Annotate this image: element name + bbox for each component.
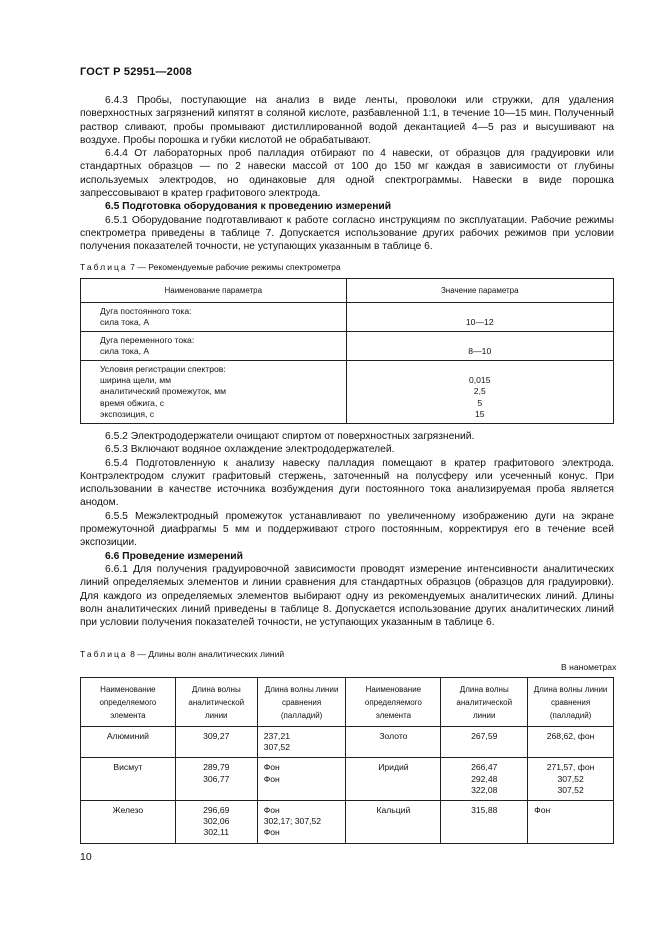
table7-cell-name: Дуга постоянного тока: сила тока, А	[81, 303, 347, 332]
table8-cell-element: Висмут	[81, 758, 176, 801]
paragraph-6-4-3: 6.4.3 Пробы, поступающие на анализ в виде ленты, проволоки или стружки, для удаления поверхностных загрязнений кипятят в соляной кислоте, разбавленной 1:1, в течение 10—15 мин. Полученный раствор сливают, пробы промывают дистиллированной водой декантацией 4—5 раз и высушивают на воздухе. Пробы порошка и губки кислотой не обрабатывают.	[80, 95, 614, 146]
table-8	[80, 677, 614, 844]
body-text-middle	[80, 430, 614, 629]
table8-cell-comparison: Фон Фон	[257, 758, 346, 801]
paragraph-6-5-4: 6.5.4 Подготовленную к анализу навеску палладия помещают в кратер графитового электрода. Контрэлектродом служит графитовый стержень, заточенный на полусферу или усеченный конус. При использовании в качестве источника возбуждения дуги постоянного тока анализируемая проба является анодом.	[80, 457, 614, 509]
table8-header-comparison-line: Длина волны линии сравнения (палладий)	[257, 678, 346, 727]
paragraph-6-5-1: 6.5.1 Оборудование подготавливают к работе согласно инструкциям по эксплуатации. Рабочие режимы спектрометра приведены в таблице 7. Допускается использование других рабочих режимов при условии получения показателей точности, не уступающих указанным в таблице 6.	[80, 214, 614, 253]
table8-cell-element: Алюминий	[81, 727, 176, 758]
table-row	[81, 801, 614, 844]
table8-cell-analytical: 267,59	[441, 727, 528, 758]
table8-header-element: Наименование определяемого элемента	[81, 678, 176, 727]
table7-cell-name: Условия регистрации спектров: ширина щели, мм аналитический промежуток, мм время обжига, с экспозиция, с	[81, 360, 347, 423]
table7-caption-prefix: Таблица	[80, 262, 128, 272]
table-row	[81, 331, 614, 360]
table7-cell-value: 10—12	[346, 303, 613, 332]
table8-header-element: Наименование определяемого элемента	[346, 678, 441, 727]
table7-cell-name: Дуга переменного тока: сила тока, А	[81, 331, 347, 360]
table8-cell-comparison: 271,57, фон 307,52 307,52	[528, 758, 614, 801]
paragraph-6-5-3: 6.5.3 Включают водяное охлаждение электрододержателей.	[105, 444, 395, 456]
table7-caption	[80, 262, 341, 272]
table-7	[80, 278, 614, 424]
table8-caption-prefix: Таблица	[80, 649, 128, 659]
table-row	[81, 727, 614, 758]
table8-cell-analytical: 296,69 302,06 302,11	[175, 801, 257, 844]
body-text-top	[80, 94, 614, 254]
table8-header-comparison-line: Длина волны линии сравнения (палладий)	[528, 678, 614, 727]
table8-cell-analytical: 289,79 306,77	[175, 758, 257, 801]
document-header: ГОСТ Р 52951—2008	[80, 66, 192, 78]
table8-cell-analytical: 309,27	[175, 727, 257, 758]
page-number: 10	[80, 851, 92, 863]
table7-cell-value: 0,015 2,5 5 15	[346, 360, 613, 423]
table8-header-analytical-line: Длина волны аналитической линии	[175, 678, 257, 727]
table8-header-analytical-line: Длина волны аналитической линии	[441, 678, 528, 727]
table7-caption-text: 7 — Рекомендуемые рабочие режимы спектрометра	[130, 262, 341, 272]
paragraph-6-5-5: 6.5.5 Межэлектродный промежуток устанавливают по увеличенному изображению дуги на экране промежуточной диафрагмы 5 мм и поддерживают строго постоянным, корректируя его в течение всей экспозиции.	[80, 510, 614, 549]
table8-caption	[80, 649, 284, 659]
table8-cell-element: Железо	[81, 801, 176, 844]
table8-cell-element: Золото	[346, 727, 441, 758]
table8-cell-analytical: 315,88	[441, 801, 528, 844]
table8-cell-analytical: 266,47 292,48 322,08	[441, 758, 528, 801]
table7-cell-value: 8—10	[346, 331, 613, 360]
table8-units: В нанометрах	[561, 662, 617, 672]
table8-cell-comparison: Фон	[528, 801, 614, 844]
table-row	[81, 758, 614, 801]
paragraph-6-5-2: 6.5.2 Электрододержатели очищают спиртом от поверхностных загрязнений.	[105, 431, 475, 442]
section-heading-6-6: 6.6 Проведение измерений	[105, 550, 243, 562]
section-heading-6-5: 6.5 Подготовка оборудования к проведению измерений	[105, 201, 392, 213]
table8-cell-element: Иридий	[346, 758, 441, 801]
table8-cell-comparison: 268,62, фон	[528, 727, 614, 758]
paragraph-6-6-1: 6.6.1 Для получения градуировочной зависимости проводят измерение интенсивности аналитических линий определяемых элементов и линии сравнения для стандартных образцов (образцов для градуировки). Для каждого из определяемых элементов выбирают одну из рекомендуемых аналитических линий. Длины волн аналитических линий приведены в таблице 8. Допускается использование других аналитических линий при условии получения показателей точности, не уступающих указанным в таблице 6.	[80, 563, 614, 629]
table8-caption-text: 8 — Длины волн аналитических линий	[130, 649, 285, 659]
table8-cell-comparison: 237,21 307,52	[257, 727, 346, 758]
table-row	[81, 303, 614, 332]
table-row	[81, 360, 614, 423]
table7-header-value: Значение параметра	[346, 279, 613, 303]
table8-cell-comparison: Фон 302,17; 307,52 Фон	[257, 801, 346, 844]
paragraph-6-4-4: 6.4.4 От лабораторных проб палладия отбирают по 4 навески, от образцов для градуировки или стандартных образцов — по 2 навески массой от 100 до 150 мг каждая в зависимости от глубины используемых электродов, но одинаковые для одной спектрограммы. Навески в виде порошка запрессовывают в кратер графитового электрода.	[80, 148, 614, 200]
table7-header-param: Наименование параметра	[81, 279, 347, 303]
table8-cell-element: Кальций	[346, 801, 441, 844]
